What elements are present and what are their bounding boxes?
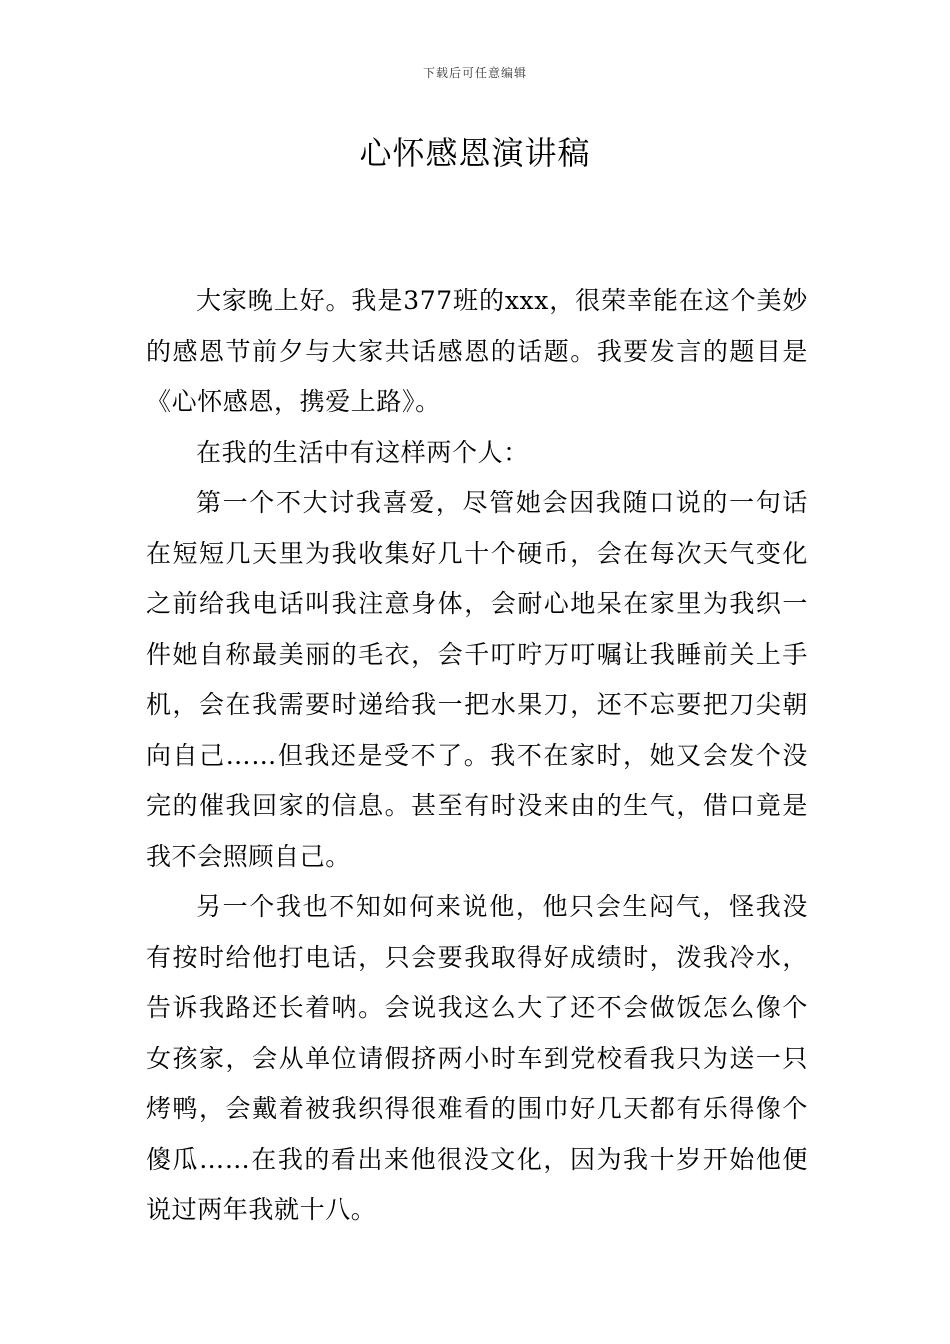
- document-body: [146, 276, 808, 1236]
- paragraph-second-person: 另一个我也不知如何来说他，他只会生闷气，怪我没有按时给他打电话，只会要我取得好成绩时，泼我冷水，告诉我路还长着呐。会说我这么大了还不会做饭怎么像个女孩家，会从单位请假挤两小时车到党校看我只为送一只烤鸭，会戴着被我织得很难看的围巾好几天都有乐得像个傻瓜……在我的看出来他很没文化，因为我十岁开始他便说过两年我就十八。: [146, 892, 808, 1224]
- page-header-note: 下载后可任意编辑: [422, 66, 527, 80]
- paragraph-first-person: 第一个不大讨我喜爱，尽管她会因我随口说的一句话在短短几天里为我收集好几十个硬币，会在每次天气变化之前给我电话叫我注意身体，会耐心地呆在家里为我织一件她自称最美丽的毛衣，会千叮咛万叮嘱让我睡前关上手机，会在我需要时递给我一把水果刀，还不忘要把刀尖朝向自己……但我还是受不了。我不在家时，她又会发个没完的催我回家的信息。甚至有时没来由的生气，借口竟是我不会照顾自己。: [146, 488, 808, 871]
- paragraph-intro-two-people: 在我的生活中有这样两个人：: [196, 437, 529, 467]
- paragraph-greeting: 大家晚上好。我是377班的xxx，很荣幸能在这个美妙的感恩节前夕与大家共话感恩的话题。我要发言的题目是《心怀感恩，携爱上路》。: [146, 286, 808, 416]
- document-title: 心怀感恩演讲稿: [359, 134, 591, 172]
